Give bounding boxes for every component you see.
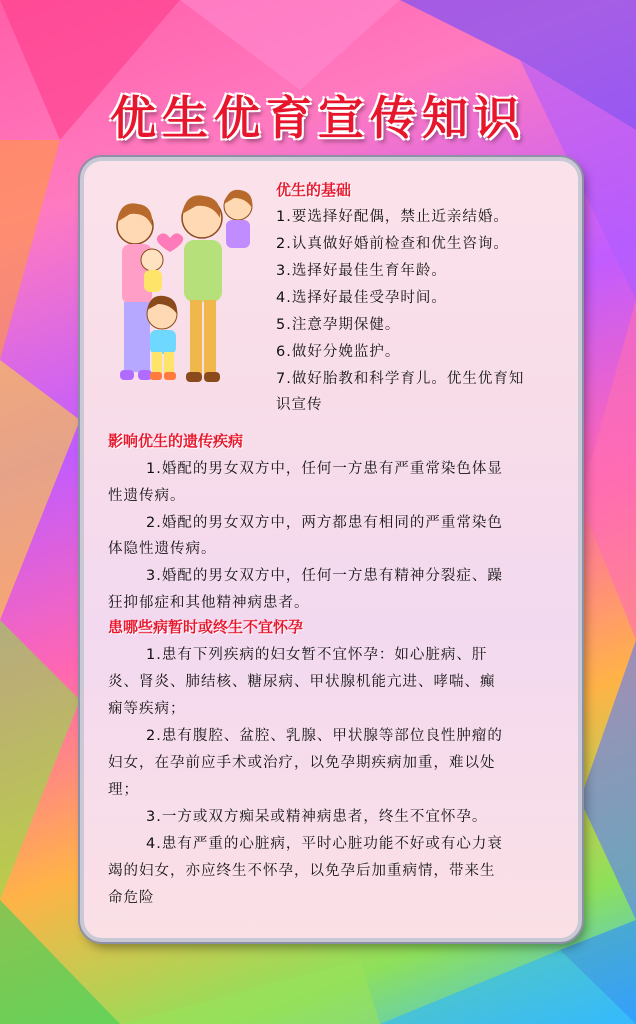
list-item: 2.认真做好婚前检查和优生咨询。 bbox=[276, 236, 509, 252]
paragraph-line: 狂抑郁症和其他精神病患者。 bbox=[108, 595, 310, 611]
paragraph-line: 1.患有下列疾病的妇女暂不宜怀孕：如心脏病、肝 bbox=[146, 647, 488, 663]
list-item: 1.要选择好配偶，禁止近亲结婚。 bbox=[276, 209, 509, 225]
paragraph-line: 3.一方或双方痴呆或精神病患者，终生不宜怀孕。 bbox=[146, 809, 488, 825]
list-item: 6.做好分娩监护。 bbox=[276, 344, 401, 360]
section-heading-genetic: 影响优生的遗传疾病 bbox=[108, 432, 244, 450]
list-item: 3.选择好最佳生育年龄。 bbox=[276, 263, 447, 279]
list-item: 4.选择好最佳受孕时间。 bbox=[276, 290, 447, 306]
list-item: 5.注意孕期保健。 bbox=[276, 317, 401, 333]
list-item: 7.做好胎教和科学育儿。优生优育知 bbox=[276, 371, 525, 387]
paragraph-line: 体隐性遗传病。 bbox=[108, 541, 217, 557]
section-heading-basics: 优生的基础 bbox=[276, 181, 352, 199]
paragraph-line: 3.婚配的男女双方中，任何一方患有精神分裂症、躁 bbox=[146, 568, 503, 584]
paragraph-line: 性遗传病。 bbox=[108, 488, 186, 504]
paragraph-line: 2.婚配的男女双方中，两方都患有相同的严重常染色 bbox=[146, 515, 503, 531]
list-item: 识宣传 bbox=[276, 397, 323, 413]
paragraph-line: 2.患有腹腔、盆腔、乳腺、甲状腺等部位良性肿瘤的 bbox=[146, 728, 503, 744]
paragraph-line: 理； bbox=[108, 782, 139, 798]
paragraph-line: 竭的妇女，亦应终生不怀孕，以免孕后加重病情，带来生 bbox=[108, 863, 496, 879]
paragraph-line: 4.患有严重的心脏病，平时心脏功能不好或有心力衰 bbox=[146, 836, 503, 852]
page-title: 优生优育宣传知识 bbox=[110, 91, 526, 145]
paragraph-line: 痫等疾病； bbox=[108, 701, 186, 717]
paragraph-line: 炎、肾炎、肺结核、糖尿病、甲状腺机能亢进、哮喘、癫 bbox=[108, 674, 496, 690]
paragraph-line: 命危险 bbox=[108, 890, 155, 906]
paragraph-line: 1.婚配的男女双方中，任何一方患有严重常染色体显 bbox=[146, 461, 503, 477]
section-heading-pregnancy: 患哪些病暂时或终生不宜怀孕 bbox=[108, 618, 304, 636]
paragraph-line: 妇女，在孕前应手术或治疗，以免孕期疾病加重，难以处 bbox=[108, 755, 496, 771]
family-illustration bbox=[100, 178, 275, 398]
